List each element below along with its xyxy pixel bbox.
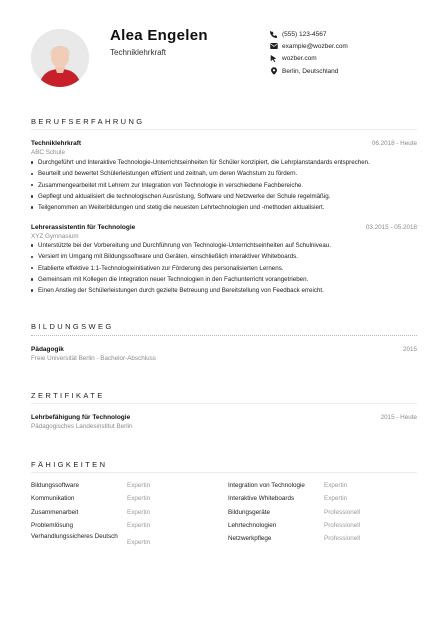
skill-level: Expertin <box>127 539 151 546</box>
skill-name: Bildungssoftware <box>31 482 79 489</box>
skill-name: Kommunikation <box>31 495 75 502</box>
skill-name: Problemlösung <box>31 522 74 529</box>
contact-email[interactable] <box>269 40 348 52</box>
job-bullets-2 <box>31 240 421 296</box>
link-icon <box>269 55 278 62</box>
skill-item <box>228 509 361 517</box>
profile-photo <box>31 29 89 87</box>
skill-name: Integration von Technologie <box>228 482 305 489</box>
divider <box>31 472 417 473</box>
skill-level: Professionell <box>324 522 361 529</box>
contact-website-text[interactable]: wozber.com <box>282 55 317 63</box>
avatar <box>31 29 89 87</box>
skill-level: Expertin <box>127 495 151 502</box>
skill-level: Professionell <box>324 509 361 516</box>
phone-icon <box>269 31 278 38</box>
education-title: Pädagogik <box>31 346 64 353</box>
skill-item <box>228 535 361 543</box>
list-item: Unterstützte bei der Vorbereitung und Durchführung von Technologie-Unterrichtseinheiten auf Schulniveau. <box>31 240 421 251</box>
skill-level: Expertin <box>324 495 348 502</box>
certificate-org: Pädagogisches Landesinstitut Berlin <box>31 423 133 430</box>
job-title-1: Techniklehrkraft <box>31 140 82 147</box>
list-item: Teilgenommen an Weiterbildungen und stetig die neuesten Lehrtechnologien und -methoden aktualisiert. <box>31 202 421 213</box>
skill-item <box>228 522 361 530</box>
skill-item <box>31 522 151 530</box>
list-item: Gemeinsam mit Kollegen die Integration neuer Technologien in den Fachunterricht vorangetrieben. <box>31 274 421 285</box>
skill-level: Expertin <box>127 482 151 489</box>
education-org: Freie Universität Berlin - Bachelor-Abschluss <box>31 355 156 362</box>
section-title-skills: FÄHIGKEITEN <box>31 460 108 469</box>
certificate-date: 2015 - Heute <box>380 414 417 421</box>
section-title-education: BILDUNGSWEG <box>31 322 114 331</box>
list-item: Einen Anstieg der Schülerleistungen durch gezielte Betreuung und Bereitstellung von Feedback erreicht. <box>31 285 421 296</box>
skill-name: Bildungsgeräte <box>228 509 271 516</box>
contact-website[interactable] <box>269 53 348 65</box>
job-bullets-1 <box>31 157 421 213</box>
skill-item <box>31 482 151 490</box>
divider <box>31 129 417 130</box>
skill-name: Zusammenarbeit <box>31 509 79 516</box>
location-pin-icon <box>269 67 278 75</box>
contact-email-text[interactable]: example@wozber.com <box>282 42 348 50</box>
job-date-2: 03.2015 - 05.2018 <box>365 224 417 231</box>
job-date-1: 06.2018 - Heute <box>371 140 417 147</box>
job-org-1: ABC Schule <box>31 149 65 156</box>
list-item: Durchgeführt und Interaktive Technologie-Unterrichtseinheiten für Schüler konzipiert, die Lehrplanstandards entsprechen. <box>31 157 421 168</box>
divider <box>31 335 417 336</box>
contact-location <box>269 65 348 77</box>
skill-level: Professionell <box>324 535 361 542</box>
list-item: Versiert im Umgang mit Bildungssoftware und Geräten, einschließlich interaktiver Whiteboards. <box>31 251 421 262</box>
skill-name: Verhandlungssicheres Deutsch <box>31 533 118 540</box>
section-title-certificates: ZERTIFIKATE <box>31 391 105 400</box>
list-item: Zusammengearbeitet mit Lehrern zur Integration von Technologie in verschiedene Fachbereiche. <box>31 180 421 191</box>
skill-name: Netzwerkpflege <box>228 535 272 542</box>
divider <box>31 403 417 404</box>
job-title-2: Lehrerassistentin für Technologie <box>31 224 136 231</box>
section-title-experience: BERUFSERFAHRUNG <box>31 117 145 126</box>
job-org-2: XYZ Gymnasium <box>31 233 79 240</box>
contact-phone-text: (555) 123-4567 <box>282 30 327 38</box>
contact-location-text: Berlin, Deutschland <box>282 67 339 75</box>
email-icon <box>269 43 278 49</box>
skill-item <box>31 533 151 546</box>
list-item: Etablierte effektive 1:1-Technologieinitiativen zur Förderung des personalisierten Lernens. <box>31 263 421 274</box>
skill-item <box>31 495 151 503</box>
skill-item <box>228 482 348 490</box>
skill-level: Expertin <box>127 509 151 516</box>
job-title: Techniklehrkraft <box>110 48 167 57</box>
list-item: Gepflegt und aktualisiert die technologischen Ausrüstung, Software und Netzwerke der Schule regelmäßig. <box>31 191 421 202</box>
person-name: Alea Engelen <box>110 27 208 44</box>
skill-level: Expertin <box>324 482 348 489</box>
skill-name: Lehrtechnologien <box>228 522 277 529</box>
contact-list <box>269 28 348 77</box>
skill-level: Expertin <box>127 522 151 529</box>
contact-phone <box>269 28 348 40</box>
skill-name: Interaktive Whiteboards <box>228 495 295 502</box>
education-date: 2015 <box>402 346 417 353</box>
list-item: Beurteilt und bewertet Schülerleistungen effizient und zeitnah, um deren Wachstum zu fördern. <box>31 168 421 179</box>
skill-item <box>31 509 151 517</box>
skill-item <box>228 495 348 503</box>
certificate-title: Lehrbefähigung für Technologie <box>31 414 131 421</box>
